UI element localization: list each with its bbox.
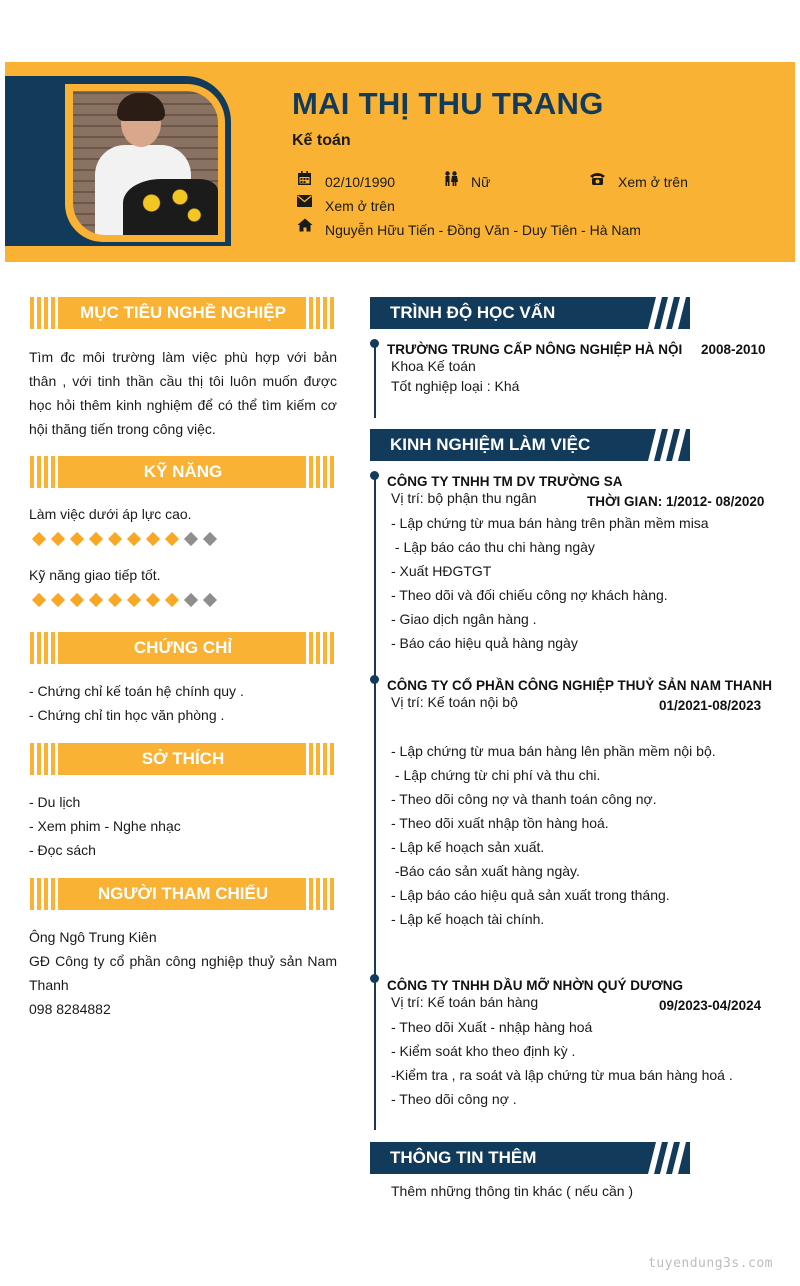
job-position: Vị trí: bộ phận thu ngân [391, 490, 537, 506]
calendar-icon [297, 171, 312, 190]
education-school: TRƯỜNG TRUNG CẤP NÔNG NGHIỆP HÀ NỘI [387, 342, 683, 357]
rating-diamond-empty [184, 593, 198, 607]
job-position: Vị trí: Kế toán nội bộ [391, 694, 518, 710]
avatar [73, 91, 218, 235]
education-timeline [374, 343, 376, 418]
gender-value: Nữ [471, 174, 491, 190]
certificate-item: - Chứng chỉ tin học văn phòng . [29, 707, 225, 723]
job-task: -Báo cáo sản xuất hàng ngày. [391, 863, 580, 879]
job-task: - Lập báo cáo hiệu quả sản xuất trong tháng. [391, 887, 670, 903]
rating-diamond-empty [203, 593, 217, 607]
birthday-value: 02/10/1990 [325, 174, 396, 190]
home-icon [297, 218, 313, 236]
education-faculty: Khoa Kế toán [391, 358, 476, 374]
hobby-item: - Du lịch [29, 794, 81, 810]
address-value: Nguyễn Hữu Tiến - Đồng Văn - Duy Tiên - Hà Nam [325, 222, 641, 238]
job-task: - Lập chứng từ mua bán hàng lên phần mềm nội bộ. [391, 743, 716, 759]
rating-diamond-filled [127, 532, 141, 546]
reference-name: Ông Ngô Trung Kiên [29, 929, 157, 945]
job-task: - Theo dõi công nợ . [391, 1091, 517, 1107]
job-task: - Xuất HĐGTGT [391, 563, 492, 579]
extra-text: Thêm những thông tin khác ( nếu cần ) [391, 1183, 634, 1199]
job-task: - Giao dịch ngân hàng . [391, 611, 537, 627]
reference-position: GĐ Công ty cổ phần công nghiệp thuỷ sản Nam Thanh [29, 953, 337, 993]
skill-rating [30, 591, 220, 609]
rating-diamond-filled [108, 593, 122, 607]
timeline-dot [370, 974, 379, 983]
phone-icon [589, 171, 606, 190]
reference-phone: 098 8284882 [29, 1001, 111, 1017]
rating-diamond-empty [184, 532, 198, 546]
job-company: CÔNG TY TNHH DẦU MỠ NHỜN QUÝ DƯƠNG [387, 978, 683, 993]
references-heading: NGƯỜI THAM CHIẾU [30, 878, 336, 910]
timeline-dot [370, 675, 379, 684]
rating-diamond-filled [32, 593, 46, 607]
timeline-dot [370, 471, 379, 480]
education-heading: TRÌNH ĐỘ HỌC VẤN [370, 297, 700, 329]
job-task: - Lập chứng từ chi phí và thu chi. [391, 767, 601, 783]
email-value: Xem ở trên [325, 198, 395, 214]
job-task-list [391, 739, 716, 931]
rating-diamond-empty [203, 532, 217, 546]
skills-heading: KỸ NĂNG [30, 456, 336, 488]
rating-diamond-filled [108, 532, 122, 546]
hobbies-heading: SỞ THÍCH [30, 743, 336, 775]
objective-heading: MỤC TIÊU NGHỀ NGHIỆP [30, 297, 336, 329]
email-icon [297, 195, 312, 211]
watermark: tuyendung3s.com [648, 1256, 773, 1271]
rating-diamond-filled [89, 532, 103, 546]
job-period: THỜI GIAN: 1/2012- 08/2020 [587, 494, 765, 509]
experience-heading: KINH NGHIỆM LÀM VIỆC [370, 429, 700, 461]
education-result: Tốt nghiệp loại : Khá [391, 378, 520, 394]
job-task: - Kiểm soát kho theo định kỳ . [391, 1043, 576, 1059]
job-task: - Theo dõi xuất nhập tồn hàng hoá. [391, 815, 609, 831]
job-task-list [391, 1015, 733, 1111]
rating-diamond-filled [51, 532, 65, 546]
objective-text: Tìm đc môi trường làm việc phù hợp với bản thân , với tinh thần cầu thị tôi luôn muốn được học hỏi thêm kinh nghiệm để có thể tìm kiếm cơ hội thăng tiến trong công việc. [29, 349, 337, 437]
phone-value: Xem ở trên [618, 174, 688, 190]
job-task: - Theo dõi Xuất - nhập hàng hoá [391, 1019, 593, 1035]
job-task: - Lập chứng từ mua bán hàng trên phần mềm misa [391, 515, 709, 531]
job-task: - Lập báo cáo thu chi hàng ngày [391, 539, 595, 555]
rating-diamond-filled [32, 532, 46, 546]
gender-icon [443, 171, 459, 191]
job-task-list [391, 511, 709, 655]
job-task: - Lập kế hoạch sản xuất. [391, 839, 545, 855]
rating-diamond-filled [165, 593, 179, 607]
job-company: CÔNG TY TNHH TM DV TRƯỜNG SA [387, 474, 623, 489]
job-company: CÔNG TY CỔ PHẦN CÔNG NGHIỆP THUỶ SẢN NAM THANH [387, 678, 773, 693]
rating-diamond-filled [127, 593, 141, 607]
skill-name: Kỹ năng giao tiếp tốt. [29, 567, 161, 583]
rating-diamond-filled [146, 532, 160, 546]
timeline-dot [370, 339, 379, 348]
rating-diamond-filled [51, 593, 65, 607]
certificates-heading: CHỨNG CHỈ [30, 632, 336, 664]
certificate-item: - Chứng chỉ kế toán hệ chính quy . [29, 683, 244, 699]
experience-timeline [374, 476, 376, 1130]
job-title: Kế toán [292, 132, 351, 149]
hobby-item: - Xem phim - Nghe nhạc [29, 818, 181, 834]
job-task: - Theo dõi công nợ và thanh toán công nợ. [391, 791, 657, 807]
rating-diamond-filled [89, 593, 103, 607]
job-task: - Lập kế hoạch tài chính. [391, 911, 545, 927]
hobby-item: - Đọc sách [29, 842, 96, 858]
job-period: 01/2021-08/2023 [659, 698, 762, 713]
extra-heading: THÔNG TIN THÊM [370, 1142, 700, 1174]
candidate-name: MAI THỊ THU TRANG [292, 86, 604, 121]
rating-diamond-filled [146, 593, 160, 607]
skill-rating [30, 530, 220, 548]
job-task: -Kiểm tra , ra soát và lập chứng từ mua bán hàng hoá . [391, 1067, 733, 1083]
rating-diamond-filled [165, 532, 179, 546]
job-task: - Theo dõi và đối chiếu công nợ khách hàng. [391, 587, 668, 603]
job-position: Vị trí: Kế toán bán hàng [391, 994, 539, 1010]
rating-diamond-filled [70, 532, 84, 546]
rating-diamond-filled [70, 593, 84, 607]
job-period: 09/2023-04/2024 [659, 998, 762, 1013]
skill-name: Làm việc dưới áp lực cao. [29, 506, 192, 522]
education-period: 2008-2010 [701, 342, 766, 357]
job-task: - Báo cáo hiệu quả hàng ngày [391, 635, 578, 651]
